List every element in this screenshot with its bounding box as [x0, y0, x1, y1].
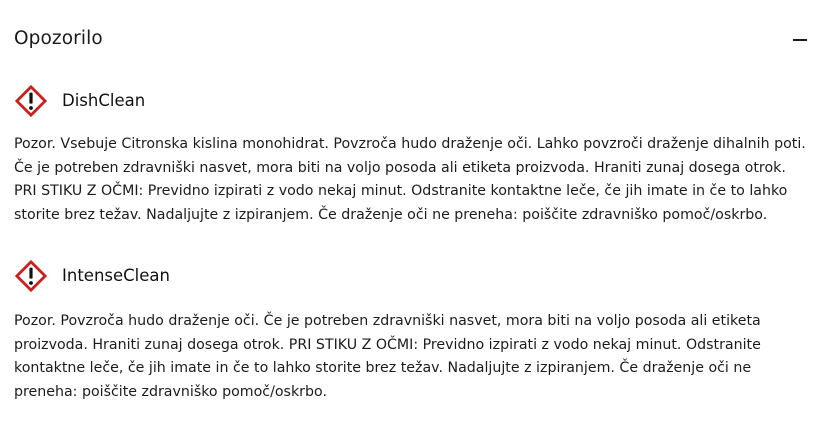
collapse-button[interactable]	[790, 27, 810, 51]
product-warning	[14, 259, 810, 404]
product-header	[14, 259, 810, 295]
product-name: IntenseClean	[62, 266, 170, 285]
exclamation-hazard-diamond-icon	[14, 259, 48, 293]
section-header[interactable]	[14, 25, 810, 55]
product-warning	[14, 84, 810, 227]
product-name: DishClean	[62, 91, 146, 110]
exclamation-hazard-diamond-icon	[14, 84, 48, 118]
product-header	[14, 84, 810, 120]
section-title: Opozorilo	[14, 28, 103, 49]
minus-icon	[793, 39, 807, 41]
warning-text: Pozor. Povzroča hudo draženje oči. Če je potreben zdravniški nasvet, mora biti na voljo posoda ali etiketa proizvoda. Hraniti zunaj dosega otrok. PRI STIKU Z OČMI: Previdno izpirati z vodo nekaj minut. Odstranite kontaktne leče, če jih imate in če to lahko storite brez težav. Nadaljujte z izpiranjem. Če draženje oči ne preneha: poiščite zdravniško pomoč/oskrbo.	[14, 313, 761, 400]
warning-text: Pozor. Vsebuje Citronska kislina monohidrat. Povzroča hudo draženje oči. Lahko povzroči draženje dihalnih poti. Če je potreben zdravniški nasvet, mora biti na voljo posoda ali etiketa proizvoda. Hraniti zunaj dosega otrok. PRI STIKU Z OČMI: Previdno izpirati z vodo nekaj minut. Odstranite kontaktne leče, če jih imate in če to lahko storite brez težav. Nadaljujte z izpiranjem. Če draženje oči ne preneha: poiščite zdravniško pomoč/oskrbo.	[14, 136, 806, 223]
